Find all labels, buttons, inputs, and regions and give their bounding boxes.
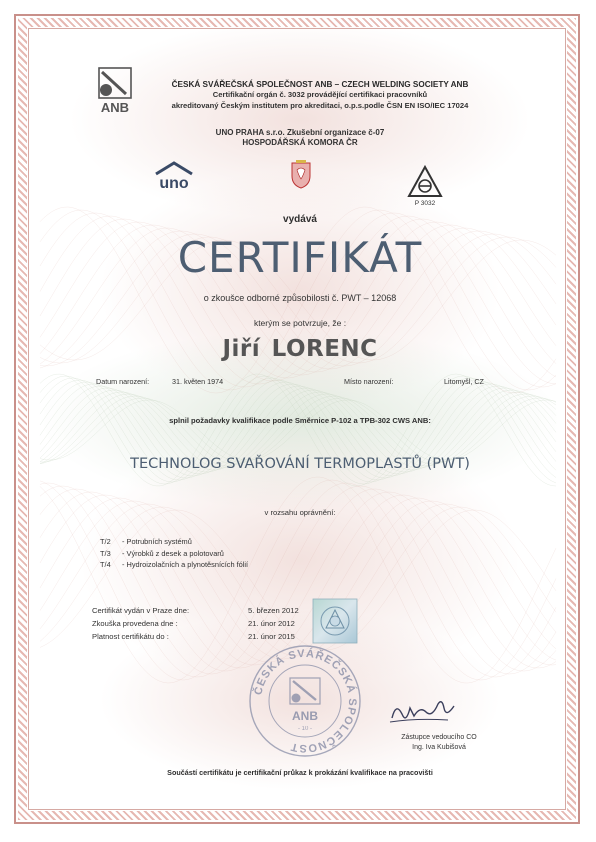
rights-text: - Výrobků z desek a polotovarů (122, 548, 224, 558)
qualification-title: TECHNOLOG SVAŘOVÁNÍ TERMOPLASTŮ (PWT) (130, 456, 470, 472)
birth-place-label: Místo narození: (344, 377, 394, 386)
signatory-name: Ing. Iva Kubišová (412, 744, 466, 751)
chamber-crest-icon (290, 160, 312, 190)
stamp-center-text: ANB (292, 709, 318, 723)
date-value: 5. březen 2012 (248, 606, 299, 615)
issuer-accreditation-line: akreditovaný Českým institutem pro akreditaci, o.p.s.podle ČSN EN ISO/IEC 17024 (171, 100, 469, 110)
date-label: Certifikát vydán v Praze dne: (92, 606, 190, 615)
birth-date-label: Datum narození: (96, 377, 150, 386)
anb-logo-text: ANB (100, 100, 130, 115)
signature (386, 696, 462, 728)
birth-date-value: 31. květen 1974 (172, 377, 224, 386)
confirmation-line: kterým se potvrzuje, že : (253, 318, 347, 328)
issuer-name: ČESKÁ SVÁŘEČSKÁ SPOLEČNOST ANB – CZECH WELDING SOCIETY ANB (171, 80, 469, 89)
issuer-body-line: Certifikační orgán č. 3032 provádějící certifikaci pracovníků (212, 90, 428, 100)
issues-label: vydává (283, 214, 317, 225)
rights-list (100, 536, 360, 571)
rights-code: T/4 (100, 560, 111, 569)
signatory-role: Zástupce vedoucího CO (401, 734, 477, 741)
anb-logo (96, 66, 134, 116)
issuer-header (150, 80, 490, 111)
birth-place-value: Litomyšl, CZ (444, 377, 484, 386)
date-value: 21. únor 2015 (248, 632, 295, 641)
date-label: Platnost certifikátu do : (92, 632, 169, 641)
requirements-line: splnil požadavky kvalifikace podle Směrnice P-102 a TPB-302 CWS ANB: (169, 416, 431, 425)
chamber-name: HOSPODÁŘSKÁ KOMORA ČR (242, 138, 358, 148)
date-label: Zkouška provedena dne : (92, 619, 178, 628)
stamp-number: - 10 - (297, 726, 313, 732)
footer-note: Součástí certifikátu je certifikační průkaz k prokázání kvalifikace na pracovišti (167, 768, 433, 777)
svg-text:ČESKÁ SVÁŘEČSKÁ SPOLEČNOST (251, 647, 358, 754)
date-value: 21. únor 2012 (248, 619, 295, 628)
exam-number-line: o zkoušce odborné způsobilosti č. PWT – 12068 (203, 293, 397, 303)
scope-label: v rozsahu oprávnění: (264, 508, 336, 517)
rights-item (100, 536, 360, 548)
rights-item (100, 548, 360, 560)
rights-item (100, 559, 360, 571)
rights-text: - Hydroizolačních a plynotěsnících fólií (122, 560, 249, 569)
rights-text: - Potrubních systémů (122, 537, 192, 546)
official-stamp (246, 642, 364, 760)
triangle-logo-text: P 3032 (414, 200, 436, 207)
accreditation-triangle-logo (406, 164, 444, 208)
rights-code: T/3 (100, 548, 111, 558)
uno-logo-text: uno (159, 175, 189, 192)
holder-name: Jiří LORENC (222, 336, 378, 362)
exam-organization (150, 128, 450, 149)
uno-logo (152, 160, 196, 192)
exam-organization-name: UNO PRAHA s.r.o. Zkušební organizace č-07 (215, 128, 385, 137)
hologram-seal (312, 598, 358, 644)
signatory-block (384, 733, 494, 753)
stamp-ring-text: ČESKÁ SVÁŘEČSKÁ SPOLEČNOST (252, 647, 359, 755)
certificate-title: CERTIFIKÁT (177, 233, 423, 282)
rights-code: T/2 (100, 537, 111, 546)
